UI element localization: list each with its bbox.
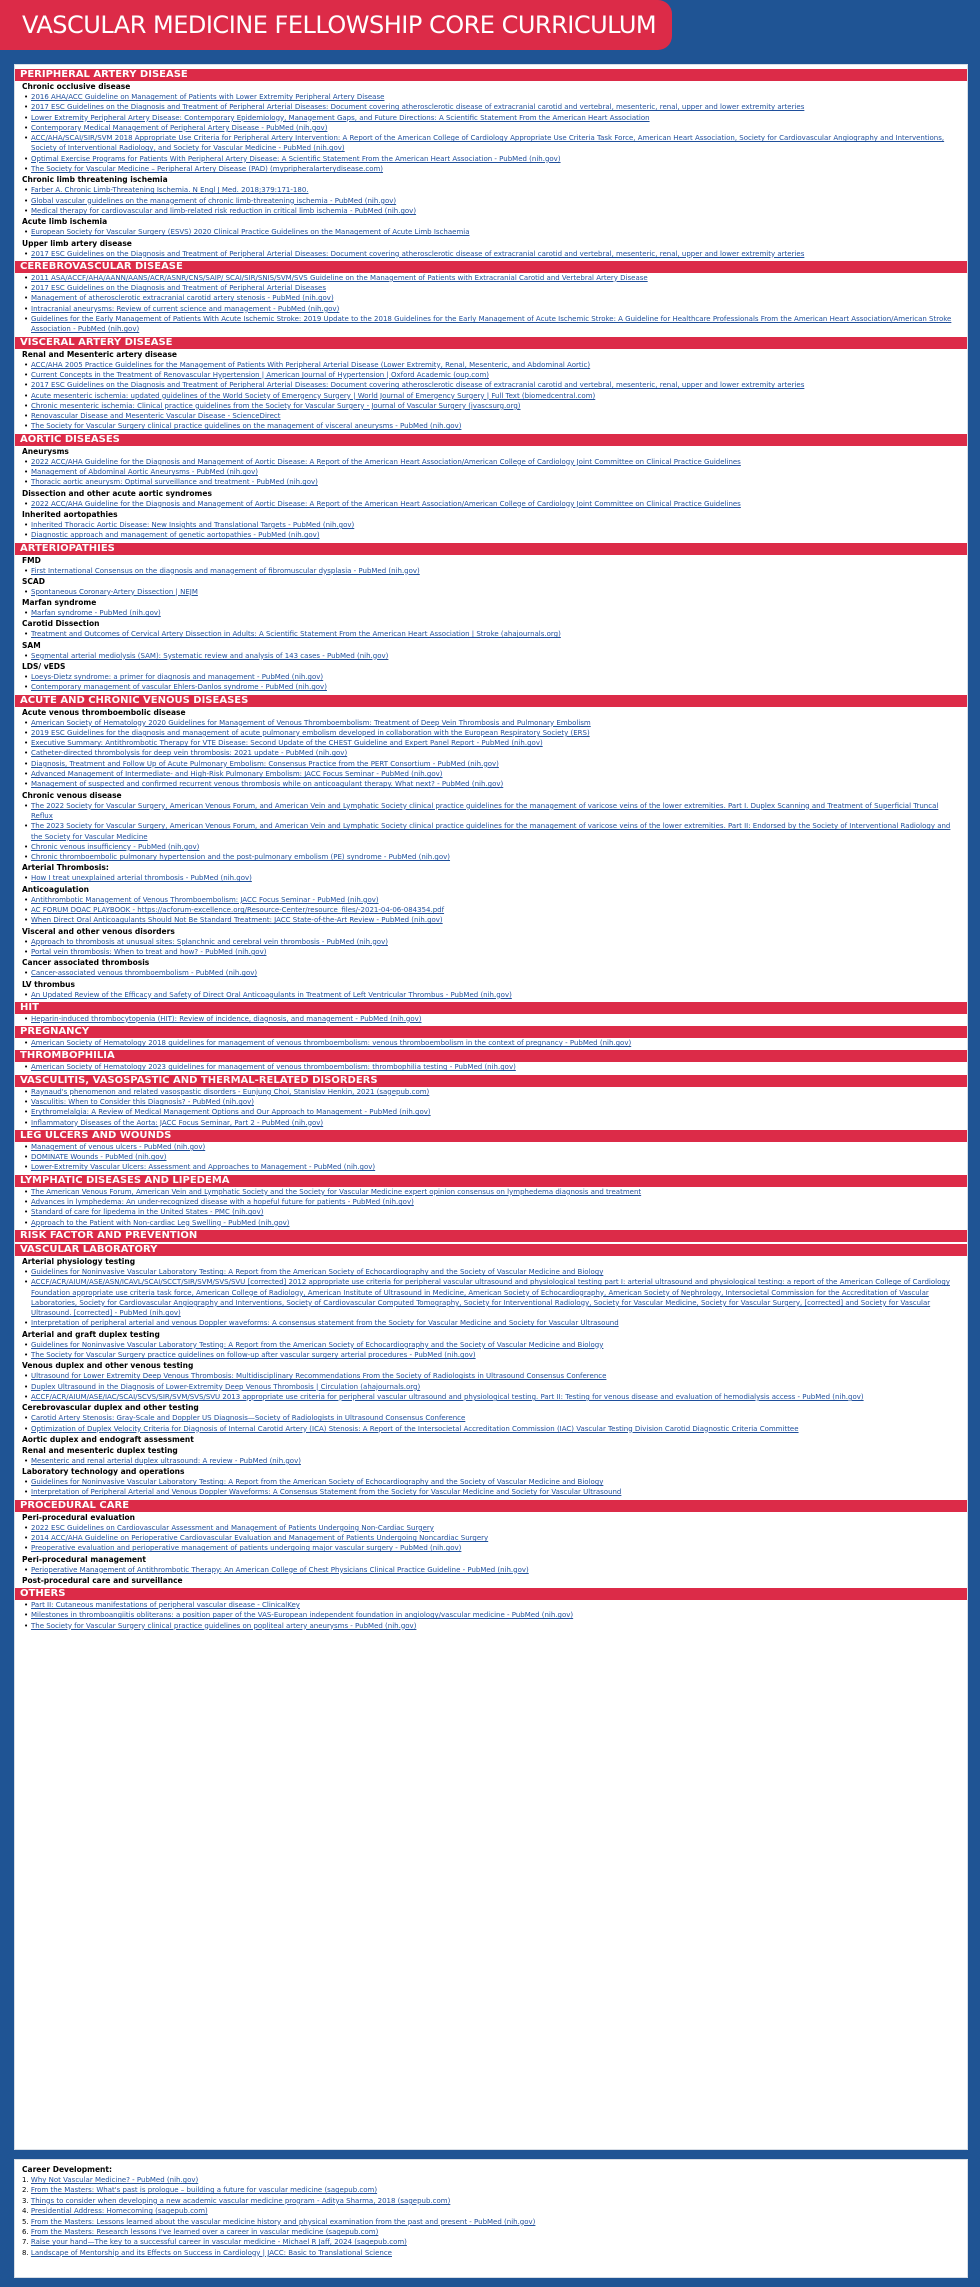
reference-link[interactable]: • Antithrombotic Management of Venous Thromboembolism: JACC Focus Seminar - PubMed (nih.gov) bbox=[15, 895, 967, 905]
subsection-title: Carotid Dissection bbox=[22, 619, 100, 629]
reference-link[interactable]: • Marfan syndrome - PubMed (nih.gov) bbox=[15, 608, 967, 618]
subsection-title: Arterial physiology testing bbox=[22, 1256, 136, 1266]
title-banner bbox=[0, 0, 672, 50]
subsection-title: Aneurysms bbox=[22, 446, 69, 456]
reference-link[interactable]: • The Society for Vascular Medicine – Peripheral Artery Disease (PAD) (mypripheralarterydisease.com) bbox=[15, 164, 967, 174]
reference-link[interactable]: • Acute mesenteric ischemia: updated guidelines of the World Society of Emergency Surgery | World Journal of Emergency Surgery | Full Text (biomedcentral.com) bbox=[15, 391, 967, 401]
subsection-title: Aortic duplex and endograft assessment bbox=[22, 1434, 194, 1444]
reference-link[interactable]: • Carotid Artery Stenosis: Gray-Scale and Doppler US Diagnosis—Society of Radiologists in Ultrasound Consensus Conference bbox=[15, 1413, 967, 1423]
reference-link[interactable]: • Lower-Extremity Vascular Ulcers: Assessment and Approaches to Management - PubMed (nih.gov) bbox=[15, 1162, 967, 1172]
reference-link[interactable]: • 2017 ESC Guidelines on the Diagnosis and Treatment of Peripheral Arterial Diseases: Document covering atherosclerotic disease of extracranial carotid and vertebral, mesenteric, renal, upper and lower extremity arteries bbox=[15, 249, 967, 259]
reference-link[interactable]: • Renovascular Disease and Mesenteric Vascular Disease - ScienceDirect bbox=[15, 411, 967, 421]
subsection-title: SAM bbox=[22, 640, 41, 650]
reference-link[interactable]: • 2019 ESC Guidelines for the diagnosis and management of acute pulmonary embolism developed in collaboration with the European Respiratory Society (ERS) bbox=[15, 728, 967, 738]
section-header: LEG ULCERS AND WOUNDS bbox=[15, 1130, 967, 1142]
career-link[interactable]: Raise your hand—The key to a successful career in vascular medicine - Michael R Jaff, 2024 (sagepub.com) bbox=[30, 2238, 407, 2247]
subsection-title: LDS/ vEDS bbox=[22, 661, 66, 671]
subsection-title: Cancer associated thrombosis bbox=[22, 958, 150, 968]
reference-link[interactable]: • Guidelines for Noninvasive Vascular Laboratory Testing: A Report from the American Society of Echocardiography and the Society of Vascular Medicine and Biology bbox=[15, 1267, 967, 1277]
section-header: VASCULITIS, VASOSPASTIC AND THERMAL-RELATED DISORDERS bbox=[15, 1075, 967, 1087]
reference-link[interactable]: • Preoperative evaluation and perioperative management of patients undergoing major vascular surgery - PubMed (nih.gov) bbox=[15, 1543, 967, 1553]
subsection-title: Renal and Mesenteric artery disease bbox=[22, 349, 177, 359]
career-item-number: 4. bbox=[22, 2207, 29, 2216]
subsection-title: Chronic venous disease bbox=[22, 790, 122, 800]
reference-link[interactable]: • Management of atherosclerotic extracranial carotid artery stenosis - PubMed (nih.gov) bbox=[15, 293, 967, 303]
curriculum-sections bbox=[15, 67, 967, 1631]
reference-link[interactable]: • American Society of Hematology 2023 guidelines for management of venous thromboembolism: thrombophilia testing - PubMed (nih.gov) bbox=[15, 1062, 967, 1072]
reference-link[interactable]: • AC FORUM DOAC PLAYBOOK - https://acforum-excellence.org/Resource-Center/resource_files/-2021-04-06-084354.pdf bbox=[15, 905, 967, 915]
reference-link[interactable]: • Spontaneous Coronary-Artery Dissection | NEJM bbox=[15, 587, 967, 597]
career-link[interactable]: From the Masters: Lessons learned about the vascular medicine history and physical examination from the past and present - PubMed (nih.gov) bbox=[30, 2217, 536, 2226]
reference-link[interactable]: • Medical therapy for cardiovascular and limb-related risk reduction in critical limb ischemia - PubMed (nih.gov) bbox=[15, 206, 967, 216]
subsection-title: Laboratory technology and operations bbox=[22, 1467, 185, 1477]
reference-link[interactable]: • Approach to the Patient with Non-cardiac Leg Swelling - PubMed (nih.gov) bbox=[15, 1218, 967, 1228]
section-header: VASCULAR LABORATORY bbox=[15, 1244, 967, 1256]
subsection-title: Acute limb ischemia bbox=[22, 217, 108, 227]
reference-link[interactable]: • DOMINATE Wounds - PubMed (nih.gov) bbox=[15, 1152, 967, 1162]
subsection-title: Post-procedural care and surveillance bbox=[22, 1575, 183, 1585]
reference-link[interactable]: • ACCF/ACR/AIUM/ASE/IAC/SCAI/SCVS/SIR/SVM/SVS/SVU 2013 appropriate use criteria for peripheral vascular ultrasound and physiological testing. Part II: Testing for venous disease and evaluation of hemodialysis access - PubMed (nih.gov) bbox=[15, 1392, 967, 1402]
reference-link[interactable]: • Diagnosis, Treatment and Follow Up of Acute Pulmonary Embolism: Consensus Practice from the PERT Consortium - PubMed (nih.gov) bbox=[15, 759, 967, 769]
page-title: VASCULAR MEDICINE FELLOWSHIP CORE CURRICULUM bbox=[22, 11, 657, 39]
reference-link[interactable]: • 2017 ESC Guidelines on the Diagnosis and Treatment of Peripheral Arterial Diseases: Document covering atherosclerotic disease of extracranial carotid and vertebral, mesenteric, renal, upper and lower extremity arteries bbox=[15, 380, 967, 390]
reference-link[interactable]: • Optimal Exercise Programs for Patients With Peripheral Artery Disease: A Scientific Statement From the American Heart Association - PubMed (nih.gov) bbox=[15, 154, 967, 164]
reference-link[interactable]: • Global vascular guidelines on the management of chronic limb-threatening ischemia - PubMed (nih.gov) bbox=[15, 196, 967, 206]
subsection-title: Inherited aortopathies bbox=[22, 509, 118, 519]
reference-link[interactable]: • How I treat unexplained arterial thrombosis - PubMed (nih.gov) bbox=[15, 873, 967, 883]
reference-link[interactable]: • Chronic venous insufficiency - PubMed (nih.gov) bbox=[15, 842, 967, 852]
reference-link[interactable]: • American Society of Hematology 2018 guidelines for management of venous thromboembolism: venous thromboembolism in the context of pregnancy - PubMed (nih.gov) bbox=[15, 1038, 967, 1048]
subsection-title: Peri-procedural evaluation bbox=[22, 1512, 136, 1522]
career-list-item bbox=[22, 2196, 535, 2206]
reference-link[interactable]: • 2016 AHA/ACC Guideline on Management of Patients with Lower Extremity Peripheral Artery Disease bbox=[15, 92, 967, 102]
career-list-item bbox=[22, 2217, 535, 2227]
subsection-title: SCAD bbox=[22, 576, 45, 586]
reference-link[interactable]: • First International Consensus on the diagnosis and management of fibromuscular dysplasia - PubMed (nih.gov) bbox=[15, 566, 967, 576]
reference-link[interactable]: • ACCF/ACR/AIUM/ASE/ASN/ICAVL/SCAI/SCCT/SIR/SVM/SVS/SVU [corrected] 2012 appropriate use criteria for peripheral vascular ultrasound and physiological testing part I: arterial ultrasound and physiological testing: a report of the American College of Cardiology Foundation appropriate use criteria task force, American College of Radiology, American Institute of Ultrasound in Medicine, American Society of Echocardiography, American Society of Nephrology, Intersocietal Commission for the Accreditation of Vascular Laboratories, Society for Cardiovascular Angiography and Interventions, Society of Cardiovascular Computed Tomography, Society for Interventional Radiology, Society for Vascular Medicine, Society for Vascular Surgery, [corrected] and Society for Vascular Ultrasound. [corrected] - PubMed (nih.gov) bbox=[15, 1277, 967, 1318]
reference-link[interactable]: • Guidelines for the Early Management of Patients With Acute Ischemic Stroke: 2019 Update to the 2018 Guidelines for the Early Management of Acute Ischemic Stroke: A Guideline for Healthcare Professionals From the American Heart Association/American Stroke Association - PubMed (nih.gov) bbox=[15, 314, 967, 335]
section-header: ACUTE AND CHRONIC VENOUS DISEASES bbox=[15, 695, 967, 707]
reference-link[interactable]: • Diagnostic approach and management of genetic aortopathies - PubMed (nih.gov) bbox=[15, 530, 967, 540]
subsection-title: Marfan syndrome bbox=[22, 598, 97, 608]
career-list-item bbox=[22, 2175, 535, 2185]
reference-link[interactable]: • Contemporary management of vascular Ehlers-Danlos syndrome - PubMed (nih.gov) bbox=[15, 682, 967, 692]
career-item-number: 7. bbox=[22, 2238, 29, 2247]
reference-link[interactable]: • The 2022 Society for Vascular Surgery, American Venous Forum, and American Vein and Lymphatic Society clinical practice guidelines for the management of varicose veins of the lower extremities. Part I. Duplex Scanning and Treatment of Superficial Truncal Reflux bbox=[15, 801, 967, 822]
subsection-title: Arterial Thrombosis: bbox=[22, 863, 109, 873]
section-header: OTHERS bbox=[15, 1588, 967, 1600]
reference-link[interactable]: • Ultrasound for Lower Extremity Deep Venous Thrombosis: Multidisciplinary Recommendations From the Society of Radiologists in Ultrasound Consensus Conference bbox=[15, 1371, 967, 1381]
career-link[interactable]: From the Masters: Research lessons I've learned over a career in vascular medicine (sagepub.com) bbox=[30, 2228, 379, 2237]
section-header: THROMBOPHILIA bbox=[15, 1050, 967, 1062]
reference-link[interactable]: • Catheter-directed thrombolysis for deep vein thrombosis: 2021 update - PubMed (nih.gov) bbox=[15, 748, 967, 758]
reference-link[interactable]: • 2017 ESC Guidelines on the Diagnosis and Treatment of Peripheral Arterial Diseases: Document covering atherosclerotic disease of extracranial carotid and vertebral, mesenteric, renal, upper and lower extremity arteries bbox=[15, 102, 967, 112]
reference-link[interactable]: • Lower Extremity Peripheral Artery Disease: Contemporary Epidemiology, Management Gaps, and Future Directions: A Scientific Statement From the American Heart Association bbox=[15, 113, 967, 123]
subsection-title: FMD bbox=[22, 555, 41, 565]
reference-link[interactable]: • Milestones in thromboangiitis obliterans: a position paper of the VAS-European independent foundation in angiology/vascular medicine - PubMed (nih.gov) bbox=[15, 1610, 967, 1620]
subsection-title: LV thrombus bbox=[22, 979, 75, 989]
reference-link[interactable]: • An Updated Review of the Efficacy and Safety of Direct Oral Anticoagulants in Treatment of Left Ventricular Thrombus - PubMed (nih.gov) bbox=[15, 990, 967, 1000]
subsection-title: Cerebrovascular duplex and other testing bbox=[22, 1403, 199, 1413]
career-list-item bbox=[22, 2185, 535, 2195]
reference-link[interactable]: • The Society for Vascular Surgery practice guidelines on follow-up after vascular surgery arterial procedures - PubMed (nih.gov) bbox=[15, 1350, 967, 1360]
career-list-item bbox=[22, 2237, 535, 2247]
reference-link[interactable]: • 2022 ESC Guidelines on Cardiovascular Assessment and Management of Patients Undergoing Non-Cardiac Surgery bbox=[15, 1523, 967, 1533]
reference-link[interactable]: • The Society for Vascular Surgery clinical practice guidelines on the management of visceral aneurysms - PubMed (nih.gov) bbox=[15, 421, 967, 431]
career-item-number: 1. bbox=[22, 2176, 29, 2184]
section-header: PERIPHERAL ARTERY DISEASE bbox=[15, 69, 967, 81]
subsection-title: Acute venous thromboembolic disease bbox=[22, 707, 186, 717]
career-development-panel bbox=[14, 2159, 968, 2278]
reference-link[interactable]: • The Society for Vascular Surgery clinical practice guidelines on popliteal artery aneurysms - PubMed (nih.gov) bbox=[15, 1621, 967, 1631]
reference-link[interactable]: • Guidelines for Noninvasive Vascular Laboratory Testing: A Report from the American Society of Echocardiography and the Society of Vascular Medicine and Biology bbox=[15, 1477, 967, 1487]
reference-link[interactable]: • American Society of Hematology 2020 Guidelines for Management of Venous Thromboembolism: Treatment of Deep Vein Thrombosis and Pulmonary Embolism bbox=[15, 718, 967, 728]
career-link[interactable]: Why Not Vascular Medicine? - PubMed (nih.gov) bbox=[30, 2176, 199, 2184]
reference-link[interactable]: • 2017 ESC Guidelines on the Diagnosis and Treatment of Peripheral Arterial Diseases bbox=[15, 283, 967, 293]
section-header: LYMPHATIC DISEASES AND LIPEDEMA bbox=[15, 1175, 967, 1187]
subsection-title: Chronic limb threatening ischemia bbox=[22, 175, 168, 185]
reference-link[interactable]: • Erythromelalgia: A Review of Medical Management Options and Our Approach to Management - PubMed (nih.gov) bbox=[15, 1107, 967, 1117]
reference-link[interactable]: • Intracranial aneurysms: Review of current science and management - PubMed (nih.gov) bbox=[15, 304, 967, 314]
reference-link[interactable]: • 2022 ACC/AHA Guideline for the Diagnosis and Management of Aortic Disease: A Report of the American Heart Association/American College of Cardiology Joint Committee on Clinical Practice Guidelines bbox=[15, 499, 967, 509]
reference-link[interactable]: • Optimization of Duplex Velocity Criteria for Diagnosis of Internal Carotid Artery (ICA) Stenosis: A Report of the Intersocietal Accreditation Commission (IAC) Vascular Testing Division Carotid Diagnostic Criteria Committee bbox=[15, 1424, 967, 1434]
career-link[interactable]: Presidential Address: Homecoming (sagepub.com) bbox=[30, 2207, 208, 2216]
reference-link[interactable]: • 2022 ACC/AHA Guideline for the Diagnosis and Management of Aortic Disease: A Report of the American Heart Association/American College of Cardiology Joint Committee on Clinical Practice Guidelines bbox=[15, 457, 967, 467]
curriculum-panel bbox=[14, 64, 968, 2150]
reference-link[interactable]: • Mesenteric and renal arterial duplex ultrasound: A review - PubMed (nih.gov) bbox=[15, 1456, 967, 1466]
section-header: HIT bbox=[15, 1002, 967, 1014]
reference-link[interactable]: • Contemporary Medical Management of Peripheral Artery Disease - PubMed (nih.gov) bbox=[15, 123, 967, 133]
reference-link[interactable]: • Guidelines for Noninvasive Vascular Laboratory Testing: A Report from the American Society of Echocardiography and the Society of Vascular Medicine and Biology bbox=[15, 1340, 967, 1350]
subsection-title: Visceral and other venous disorders bbox=[22, 926, 175, 936]
reference-link[interactable]: • The American Venous Forum, American Vein and Lymphatic Society and the Society for Vascular Medicine expert opinion consensus on lymphedema diagnosis and treatment bbox=[15, 1187, 967, 1197]
career-list-item bbox=[22, 2206, 535, 2216]
reference-link[interactable]: • Approach to thrombosis at unusual sites: Splanchnic and cerebral vein thrombosis - PubMed (nih.gov) bbox=[15, 937, 967, 947]
reference-link[interactable]: • Vasculitis: When to Consider this Diagnosis? - PubMed (nih.gov) bbox=[15, 1097, 967, 1107]
reference-link[interactable]: • Duplex Ultrasound in the Diagnosis of Lower-Extremity Deep Venous Thrombosis | Circulation (ahajournals.org) bbox=[15, 1382, 967, 1392]
reference-link[interactable]: • Standard of care for lipedema in the United States - PMC (nih.gov) bbox=[15, 1207, 967, 1217]
subsection-title: Renal and mesenteric duplex testing bbox=[22, 1445, 178, 1455]
subsection-title: Chronic occlusive disease bbox=[22, 82, 131, 91]
career-list-item bbox=[22, 2248, 535, 2258]
reference-link[interactable]: • Perioperative Management of Antithrombotic Therapy: An American College of Chest Physicians Clinical Practice Guideline - PubMed (nih.gov) bbox=[15, 1565, 967, 1575]
reference-link[interactable]: • Inflammatory Diseases of the Aorta: JACC Focus Seminar, Part 2 - PubMed (nih.gov) bbox=[15, 1118, 967, 1128]
reference-link[interactable]: • Chronic thromboembolic pulmonary hypertension and the post-pulmonary embolism (PE) syndrome - PubMed (nih.gov) bbox=[15, 852, 967, 862]
career-list bbox=[22, 2175, 535, 2258]
subsection-title: Upper limb artery disease bbox=[22, 238, 132, 248]
reference-link[interactable]: • Management of suspected and confirmed recurrent venous thrombosis while on anticoagulant therapy. What next? - PubMed (nih.gov) bbox=[15, 779, 967, 789]
reference-link[interactable]: • Inherited Thoracic Aortic Disease: New Insights and Translational Targets - PubMed (nih.gov) bbox=[15, 520, 967, 530]
subsection-title: Venous duplex and other venous testing bbox=[22, 1361, 194, 1371]
section-header: CEREBROVASCULAR DISEASE bbox=[15, 261, 967, 273]
section-header: VISCERAL ARTERY DISEASE bbox=[15, 337, 967, 349]
section-header: RISK FACTOR AND PREVENTION bbox=[15, 1230, 967, 1242]
section-header: PREGNANCY bbox=[15, 1026, 967, 1038]
subsection-title: Arterial and graft duplex testing bbox=[22, 1329, 160, 1339]
career-link[interactable]: Things to consider when developing a new academic vascular medicine program - Aditya Sharma, 2018 (sagepub.com) bbox=[30, 2196, 451, 2205]
reference-link[interactable]: • Thoracic aortic aneurysm: Optimal surveillance and treatment - PubMed (nih.gov) bbox=[15, 477, 967, 487]
reference-link[interactable]: • Interpretation of Peripheral Arterial and Venous Doppler Waveforms: A Consensus Statement from the Society for Vascular Medicine and Society for Vascular Ultrasound bbox=[15, 1487, 967, 1497]
reference-link[interactable]: • European Society for Vascular Surgery (ESVS) 2020 Clinical Practice Guidelines on the Management of Acute Limb Ischaemia bbox=[15, 227, 967, 237]
reference-link[interactable]: • The 2023 Society for Vascular Surgery, American Venous Forum, and American Vein and Lymphatic Society clinical practice guidelines for the management of varicose veins of the lower extremities. Part II: Endorsed by the Society of Interventional Radiology and the Society for Vascular Medicine bbox=[15, 821, 967, 842]
reference-link[interactable]: • Chronic mesenteric ischemia: Clinical practice guidelines from the Society for Vascular Surgery - Journal of Vascular Surgery (jvascsurg.org) bbox=[15, 401, 967, 411]
reference-link[interactable]: • Management of venous ulcers - PubMed (nih.gov) bbox=[15, 1142, 967, 1152]
career-list-item bbox=[22, 2227, 535, 2237]
reference-link[interactable]: • Cancer-associated venous thromboembolism - PubMed (nih.gov) bbox=[15, 968, 967, 978]
reference-link[interactable]: • Part II: Cutaneous manifestations of peripheral vascular disease - ClinicalKey bbox=[15, 1600, 967, 1610]
career-item-number: 6. bbox=[22, 2228, 29, 2237]
reference-link[interactable]: • Management of Abdominal Aortic Aneurysms - PubMed (nih.gov) bbox=[15, 467, 967, 477]
career-item-number: 2. bbox=[22, 2186, 29, 2195]
reference-link[interactable]: • ACC/AHA 2005 Practice Guidelines for the Management of Patients With Peripheral Arterial Disease (Lower Extremity, Renal, Mesenteric, and Abdominal Aortic) bbox=[15, 360, 967, 370]
career-item-number: 5. bbox=[22, 2217, 29, 2226]
section-header: PROCEDURAL CARE bbox=[15, 1500, 967, 1512]
career-link[interactable]: From the Masters: What's past is prologue – building a future for vascular medicine (sagepub.com) bbox=[30, 2186, 378, 2195]
career-item-number: 3. bbox=[22, 2196, 29, 2205]
reference-link[interactable]: • When Direct Oral Anticoagulants Should Not Be Standard Treatment: JACC State-of-the-Art Review - PubMed (nih.gov) bbox=[15, 915, 967, 925]
reference-link[interactable]: • Advances in lymphedema: An under-recognized disease with a hopeful future for patients - PubMed (nih.gov) bbox=[15, 1197, 967, 1207]
subsection-title: Dissection and other acute aortic syndromes bbox=[22, 488, 212, 498]
career-item-number: 8. bbox=[22, 2248, 29, 2257]
reference-link[interactable]: • Treatment and Outcomes of Cervical Artery Dissection in Adults: A Scientific Statement From the American Heart Association | Stroke (ahajournals.org) bbox=[15, 629, 967, 639]
reference-link[interactable]: • Current Concepts in the Treatment of Renovascular Hypertension | American Journal of Hypertension | Oxford Academic (oup.com) bbox=[15, 370, 967, 380]
reference-link[interactable]: • Interpretation of peripheral arterial and venous Doppler waveforms: A consensus statement from the Society for Vascular Medicine and Society for Vascular Ultrasound bbox=[15, 1318, 967, 1328]
career-heading: Career Development: bbox=[22, 2165, 112, 2174]
section-header: ARTERIOPATHIES bbox=[15, 543, 967, 555]
subsection-title: Anticoagulation bbox=[22, 884, 89, 894]
reference-link[interactable]: • Executive Summary: Antithrombotic Therapy for VTE Disease: Second Update of the CHEST Guideline and Expert Panel Report - PubMed (nih.gov) bbox=[15, 738, 967, 748]
reference-link[interactable]: • 2014 ACC/AHA Guideline on Perioperative Cardiovascular Evaluation and Management of Patients Undergoing Noncardiac Surgery bbox=[15, 1533, 967, 1543]
reference-link[interactable]: • Heparin-induced thrombocytopenia (HIT): Review of incidence, diagnosis, and management - PubMed (nih.gov) bbox=[15, 1014, 967, 1024]
reference-link[interactable]: • ACC/AHA/SCAI/SIR/SVM 2018 Appropriate Use Criteria for Peripheral Artery Intervention: A Report of the American College of Cardiology Appropriate Use Criteria Task Force, American Heart Association, Society for Cardiovascular Angiography and Interventions, Society of Interventional Radiology, and Society for Vascular Medicine - PubMed (nih.gov) bbox=[15, 133, 967, 154]
reference-link[interactable]: • Loeys-Dietz syndrome: a primer for diagnosis and management - PubMed (nih.gov) bbox=[15, 672, 967, 682]
reference-link[interactable]: • Advanced Management of Intermediate- and High-Risk Pulmonary Embolism: JACC Focus Seminar - PubMed (nih.gov) bbox=[15, 769, 967, 779]
section-header: AORTIC DISEASES bbox=[15, 434, 967, 446]
career-link[interactable]: Landscape of Mentorship and its Effects on Success in Cardiology | JACC: Basic to Translational Science bbox=[30, 2248, 392, 2257]
reference-link[interactable]: • Farber A. Chronic Limb-Threatening Ischemia. N Engl J Med. 2018;379:171-180. bbox=[15, 185, 967, 195]
subsection-title: Peri-procedural management bbox=[22, 1554, 146, 1564]
reference-link[interactable]: • Segmental arterial mediolysis (SAM): Systematic review and analysis of 143 cases - PubMed (nih.gov) bbox=[15, 651, 967, 661]
reference-link[interactable]: • 2011 ASA/ACCF/AHA/AANN/AANS/ACR/ASNR/CNS/SAIP/ SCAI/SIR/SNIS/SVM/SVS Guideline on the Management of Patients with Extracranial Carotid and Vertebral Artery Disease bbox=[15, 273, 967, 283]
reference-link[interactable]: • Portal vein thrombosis: When to treat and how? - PubMed (nih.gov) bbox=[15, 947, 967, 957]
reference-link[interactable]: • Raynaud's phenomenon and related vasospastic disorders - Eunjung Choi, Stanislav Henkin, 2021 (sagepub.com) bbox=[15, 1087, 967, 1097]
